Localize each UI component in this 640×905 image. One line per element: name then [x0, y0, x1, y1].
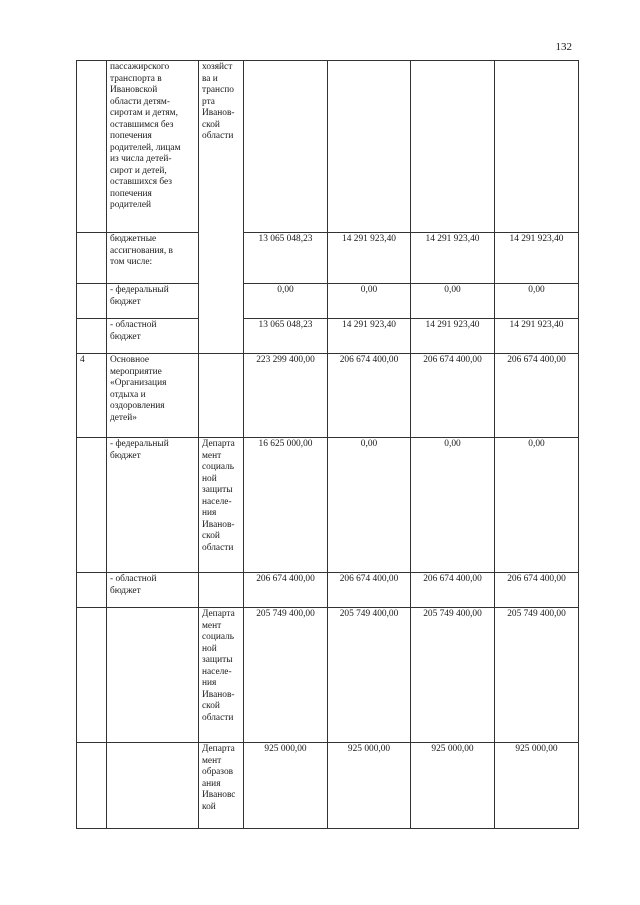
cell-text: - областной — [110, 574, 157, 584]
value-cell: 14 291 923,40 — [328, 233, 411, 284]
value-cell: 925 000,00 — [411, 743, 495, 829]
value-cell: 205 749 400,00 — [411, 608, 495, 743]
cell-text: оставшимся без — [110, 119, 174, 130]
executor-cell — [199, 743, 244, 829]
value-cell: 205 749 400,00 — [495, 608, 579, 743]
value-cell — [328, 61, 411, 233]
executor-cell — [199, 573, 244, 608]
cell-text: ской — [202, 119, 220, 130]
value-cell: 206 674 400,00 — [495, 354, 579, 438]
value-cell: 206 674 400,00 — [328, 354, 411, 438]
index-cell — [77, 608, 107, 743]
value-cell: 206 674 400,00 — [411, 573, 495, 608]
cell-text: - федеральный — [110, 439, 169, 449]
cell-text: рта — [202, 96, 215, 107]
cell-text: Департа — [202, 744, 235, 754]
cell-text: ассигнования, в — [110, 245, 173, 256]
cell-text: Иванов- — [202, 108, 235, 118]
cell-text: мент — [202, 620, 222, 631]
cell-text: попечения — [110, 188, 152, 199]
cell-text: мероприятие — [110, 366, 162, 377]
value-cell: 14 291 923,40 — [495, 319, 579, 354]
page-number: 132 — [555, 41, 572, 53]
table-row — [77, 319, 579, 354]
cell-text: Ивановской — [110, 85, 158, 95]
cell-text: бюджет — [110, 585, 141, 596]
cell-text: сиротам и детям, — [110, 108, 178, 118]
executor-cell — [199, 354, 244, 438]
activity-name-cell — [107, 284, 199, 319]
cell-text: бюджет — [110, 450, 141, 461]
value-cell: 206 674 400,00 — [328, 573, 411, 608]
cell-text: ания — [202, 778, 221, 789]
cell-text: области детям- — [110, 96, 170, 107]
index-cell — [77, 573, 107, 608]
cell-text: ной — [202, 643, 217, 654]
cell-text: ской — [202, 701, 220, 711]
index-cell — [77, 438, 107, 573]
cell-text: защиты — [202, 655, 233, 665]
table-row — [77, 284, 579, 319]
value-cell: 0,00 — [411, 284, 495, 319]
cell-text: бюджет — [110, 296, 141, 307]
index-cell — [77, 284, 107, 319]
cell-text: области — [202, 131, 234, 141]
cell-text: «Организация — [110, 378, 167, 388]
value-cell: 13 065 048,23 — [244, 319, 328, 354]
cell-text: бюджетные — [110, 234, 157, 244]
value-cell: 206 674 400,00 — [495, 573, 579, 608]
cell-text: транспо — [202, 85, 234, 95]
value-cell: 0,00 — [328, 284, 411, 319]
activity-name-cell — [107, 233, 199, 284]
cell-text: сирот и детей, — [110, 165, 167, 176]
value-cell: 14 291 923,40 — [328, 319, 411, 354]
cell-text: Департа — [202, 609, 235, 619]
executor-cell — [199, 438, 244, 573]
value-cell: 206 674 400,00 — [244, 573, 328, 608]
value-cell — [244, 61, 328, 233]
index-cell — [77, 319, 107, 354]
value-cell: 0,00 — [328, 438, 411, 573]
cell-text: родителей — [110, 200, 152, 210]
cell-text: защиты — [202, 485, 233, 495]
value-cell: 14 291 923,40 — [411, 233, 495, 284]
cell-text: бюджет — [110, 331, 141, 342]
value-cell: 13 065 048,23 — [244, 233, 328, 284]
cell-text: ния — [202, 678, 217, 688]
cell-text: ной — [202, 473, 217, 484]
table-row — [77, 608, 579, 743]
cell-text: пассажирского — [110, 62, 170, 72]
value-cell: 223 299 400,00 — [244, 354, 328, 438]
cell-text: - областной — [110, 320, 157, 330]
budget-table — [76, 60, 579, 829]
index-cell — [77, 61, 107, 233]
cell-text: социаль — [202, 462, 235, 472]
value-cell: 206 674 400,00 — [411, 354, 495, 438]
cell-text: оздоровления — [110, 401, 165, 411]
value-cell: 925 000,00 — [328, 743, 411, 829]
cell-text: кой — [202, 801, 216, 812]
cell-text: том числе: — [110, 257, 153, 267]
cell-text: Департа — [202, 439, 235, 449]
cell-text: детей» — [110, 412, 137, 423]
activity-name-cell — [107, 608, 199, 743]
value-cell: 0,00 — [411, 438, 495, 573]
activity-name-cell — [107, 743, 199, 829]
value-cell: 0,00 — [244, 284, 328, 319]
cell-text: социаль — [202, 632, 235, 642]
activity-name-cell — [107, 573, 199, 608]
cell-text: ния — [202, 508, 217, 518]
cell-text: транспорта в — [110, 73, 162, 84]
cell-text: из числа детей- — [110, 154, 172, 164]
cell-text: отдыха и — [110, 389, 146, 400]
executor-cell — [199, 608, 244, 743]
cell-text: Основное — [110, 355, 150, 365]
value-cell: 14 291 923,40 — [411, 319, 495, 354]
executor-cell — [199, 61, 244, 354]
table-row — [77, 354, 579, 438]
value-cell: 14 291 923,40 — [495, 233, 579, 284]
activity-name-cell — [107, 319, 199, 354]
cell-text: Иванов- — [202, 689, 235, 700]
cell-text: - федеральный — [110, 285, 169, 295]
table-row — [77, 743, 579, 829]
activity-name-cell — [107, 354, 199, 438]
index-cell — [77, 233, 107, 284]
value-cell — [411, 61, 495, 233]
cell-text: мент — [202, 755, 222, 766]
cell-text: населе- — [202, 666, 232, 677]
value-cell: 0,00 — [495, 284, 579, 319]
cell-text: области — [202, 542, 234, 553]
cell-text: хозяйст — [202, 62, 233, 72]
table-row — [77, 438, 579, 573]
index-cell — [77, 743, 107, 829]
cell-text: мент — [202, 450, 222, 461]
cell-text: образов — [202, 767, 234, 777]
index-cell: 4 — [77, 354, 107, 438]
cell-text: оставшихся без — [110, 177, 172, 187]
table-row — [77, 61, 579, 233]
activity-name-cell — [107, 61, 199, 233]
cell-text: попечения — [110, 131, 152, 141]
value-cell: 0,00 — [495, 438, 579, 573]
cell-text: ва и — [202, 73, 218, 84]
value-cell: 16 625 000,00 — [244, 438, 328, 573]
value-cell: 205 749 400,00 — [244, 608, 328, 743]
table-row — [77, 233, 579, 284]
table-row — [77, 573, 579, 608]
value-cell: 205 749 400,00 — [328, 608, 411, 743]
value-cell: 925 000,00 — [244, 743, 328, 829]
cell-text: ской — [202, 531, 220, 541]
cell-text: Ивановс — [202, 790, 236, 800]
activity-name-cell — [107, 438, 199, 573]
value-cell — [495, 61, 579, 233]
cell-text: населе- — [202, 496, 232, 507]
cell-text: Иванов- — [202, 519, 235, 530]
value-cell: 925 000,00 — [495, 743, 579, 829]
cell-text: области — [202, 712, 234, 723]
cell-text: родителей, лицам — [110, 142, 181, 153]
